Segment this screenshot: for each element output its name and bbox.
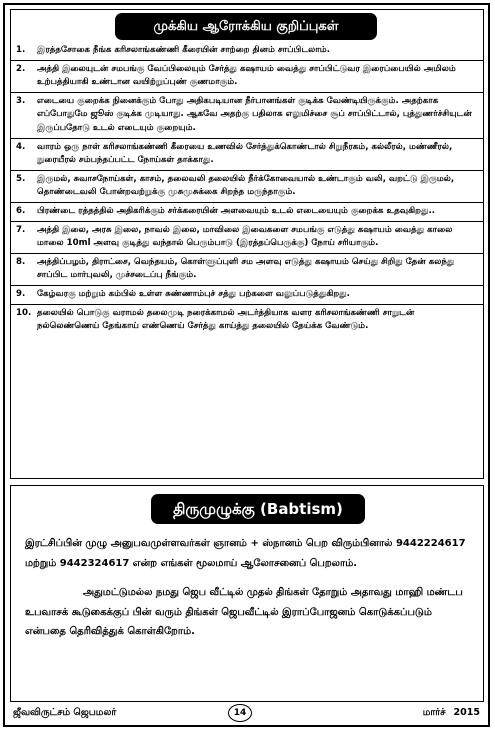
tip-item (11, 205, 483, 219)
tip-item (11, 256, 483, 283)
magazine-page (3, 3, 490, 727)
baptism-body (25, 534, 473, 642)
tip-text: வாரம் ஒரு நாள் கரிசலாங்கண்ணி கீரையை உணவில் சேர்த்துக்கொண்டால் சிறுநீரகம், கல்லீரல், மண்ணீரல், நுரையீரல் சம்பந்தப்பட்ட நோய்கள் தாக்காது. (37, 141, 453, 166)
tip-text: அத்தி இலை, அரசு இலை, நாவல் இலை, மாவிலை இவைகளை சமபங்கு எடுத்து கஷாயம் வைத்து காலை மாலை 10ml அளவு குடித்து வந்தால் பெரும்பாடு (இரத்தப்பெருக்கு) நோய் சரியாகும். (37, 224, 453, 249)
tip-number: 9. (16, 288, 26, 299)
page-footer (5, 701, 488, 725)
health-tips-list (11, 44, 483, 334)
issue-month: மார்ச் (422, 707, 446, 718)
issue-date (423, 707, 480, 719)
tip-divider (11, 60, 483, 61)
tip-item (11, 307, 483, 334)
tip-text: கேழ்வரகு மற்றும் கம்பில் உள்ள சுண்ணாம்புச் சத்து பற்களை வலுப்படுத்துகிறது. (37, 288, 350, 299)
tip-divider (11, 253, 483, 254)
tip-text: அத்திப்பழம், திராட்சை, வெந்தயம், கொள்ளுப்புளி சம அளவு எடுத்து கஷாயம் செய்து சிறிது தேன் கலந்து சாப்பிட மார்புவலி, முச்சடைப்பு நீங்கும். (37, 256, 455, 281)
tip-item (11, 63, 483, 90)
tip-divider (11, 138, 483, 139)
tip-number: 8. (16, 256, 26, 267)
baptism-paragraph: இரட்சிப்பின் முழு அனுபவமுள்ளவர்கள் ஞானம் + ஸ்நானம் பெற விரும்பினால் 9442224617 மற்றும் 9442324617 என்ற எங்கள் மூலமாய் ஆலோசனைப் பெறலாம். (25, 538, 466, 569)
issue-year: 2015 (453, 707, 480, 718)
tip-number: 10. (16, 307, 32, 318)
tip-item (11, 44, 483, 58)
magazine-name: ஜீவவிருட்சம் ஜெபமலர் (13, 707, 117, 718)
tip-text: இரத்தசோகை நீங்க கரிசலாங்கண்ணி கீரையின் சாற்றை தினம் சாப்பிடலாம். (37, 45, 330, 55)
tip-number: 6. (16, 205, 26, 216)
tip-divider (11, 202, 483, 203)
tip-divider (11, 92, 483, 93)
tip-number: 2. (16, 63, 26, 74)
tip-divider (11, 285, 483, 286)
tip-item (11, 224, 483, 251)
tip-text: தலையில் பொடுகு வராமல் தலைமுடி நரைக்காமல் அடர்த்தியாக வளர கரிசலாங்கண்ணி சாறுடன் நல்லெண்ணெய் தேங்காய் எண்ணெய் சேர்த்து காய்த்து தலையில் தேய்க்க வேண்டும். (37, 307, 415, 332)
tip-divider (11, 221, 483, 222)
baptism-section (10, 485, 484, 702)
tip-item (11, 173, 483, 200)
tip-divider (11, 170, 483, 171)
communion-paragraph: அதுமட்டுமல்ல நமது ஜெப வீட்டில் முதல் திங்கள் தோறும் அதாவது மாஹி மண்டப உபவாசக் கூடுகைக்குப் பின் வரும் திங்கள் ஜெபவீட்டில் இராப்போஜனம் கொடுக்கப்படும் என்பதை தெரிவித்துக் கொள்கிறோம். (25, 587, 463, 637)
tip-number: 7. (16, 224, 26, 235)
tip-text: பிரண்டை ரத்தத்தில் அதிகரிக்கும் சர்க்கரையின் அளவையும் உடல் எடையையும் குறைக்க உதவுகிறது.. (37, 205, 435, 216)
baptism-title: திருமுழுக்கு (Babtism) (151, 494, 365, 524)
tip-divider (11, 304, 483, 305)
tip-item (11, 141, 483, 168)
tip-item (11, 288, 483, 302)
tip-number: 5. (16, 173, 26, 184)
tip-item (11, 95, 483, 136)
health-tips-section (10, 9, 484, 479)
tip-text: அத்தி இலையுடன் சமபங்கு வேப்பிலையும் சேர்த்து கஷாயம் வைத்து சாப்பிட்டுவர இரைப்பையில் அமிலம் உற்பத்தியாகி உண்டான வயிற்றுப்புண் குணமாகும். (37, 63, 456, 88)
tip-text: எடையை குறைக்க நினைக்கும் போது அதிகபடியான நீர்பானங்கள் குடிக்க வேண்டியிருக்கும். அதற்காக எப்போதுமே ஜூஸ் குடிக்க முடியாது. ஆகவே அதற்கு பதிலாக எலுமிச்சை சூப் சாப்பிட்டால், புத்துணர்ச்சியுடன் இருப்பதோடு உடல் எடையும் குறையும். (37, 95, 472, 133)
tip-text: இருமல், சுவாசநோய்கள், காசம், தலைவலி தலையில் நீர்க்கோவையால் உண்டாகும் வலி, வறட்டு இருமல், தொண்டைவலி போன்றவற்றுக்கு முசுமுசுக்கை சிறந்த மருந்தாகும். (37, 173, 455, 198)
tip-number: 4. (16, 141, 26, 152)
page-number: 14 (228, 704, 252, 722)
tip-number: 3. (16, 95, 26, 106)
health-tips-title: முக்கிய ஆரோக்கிய குறிப்புகள் (115, 13, 377, 40)
tip-number: 1. (16, 45, 26, 55)
